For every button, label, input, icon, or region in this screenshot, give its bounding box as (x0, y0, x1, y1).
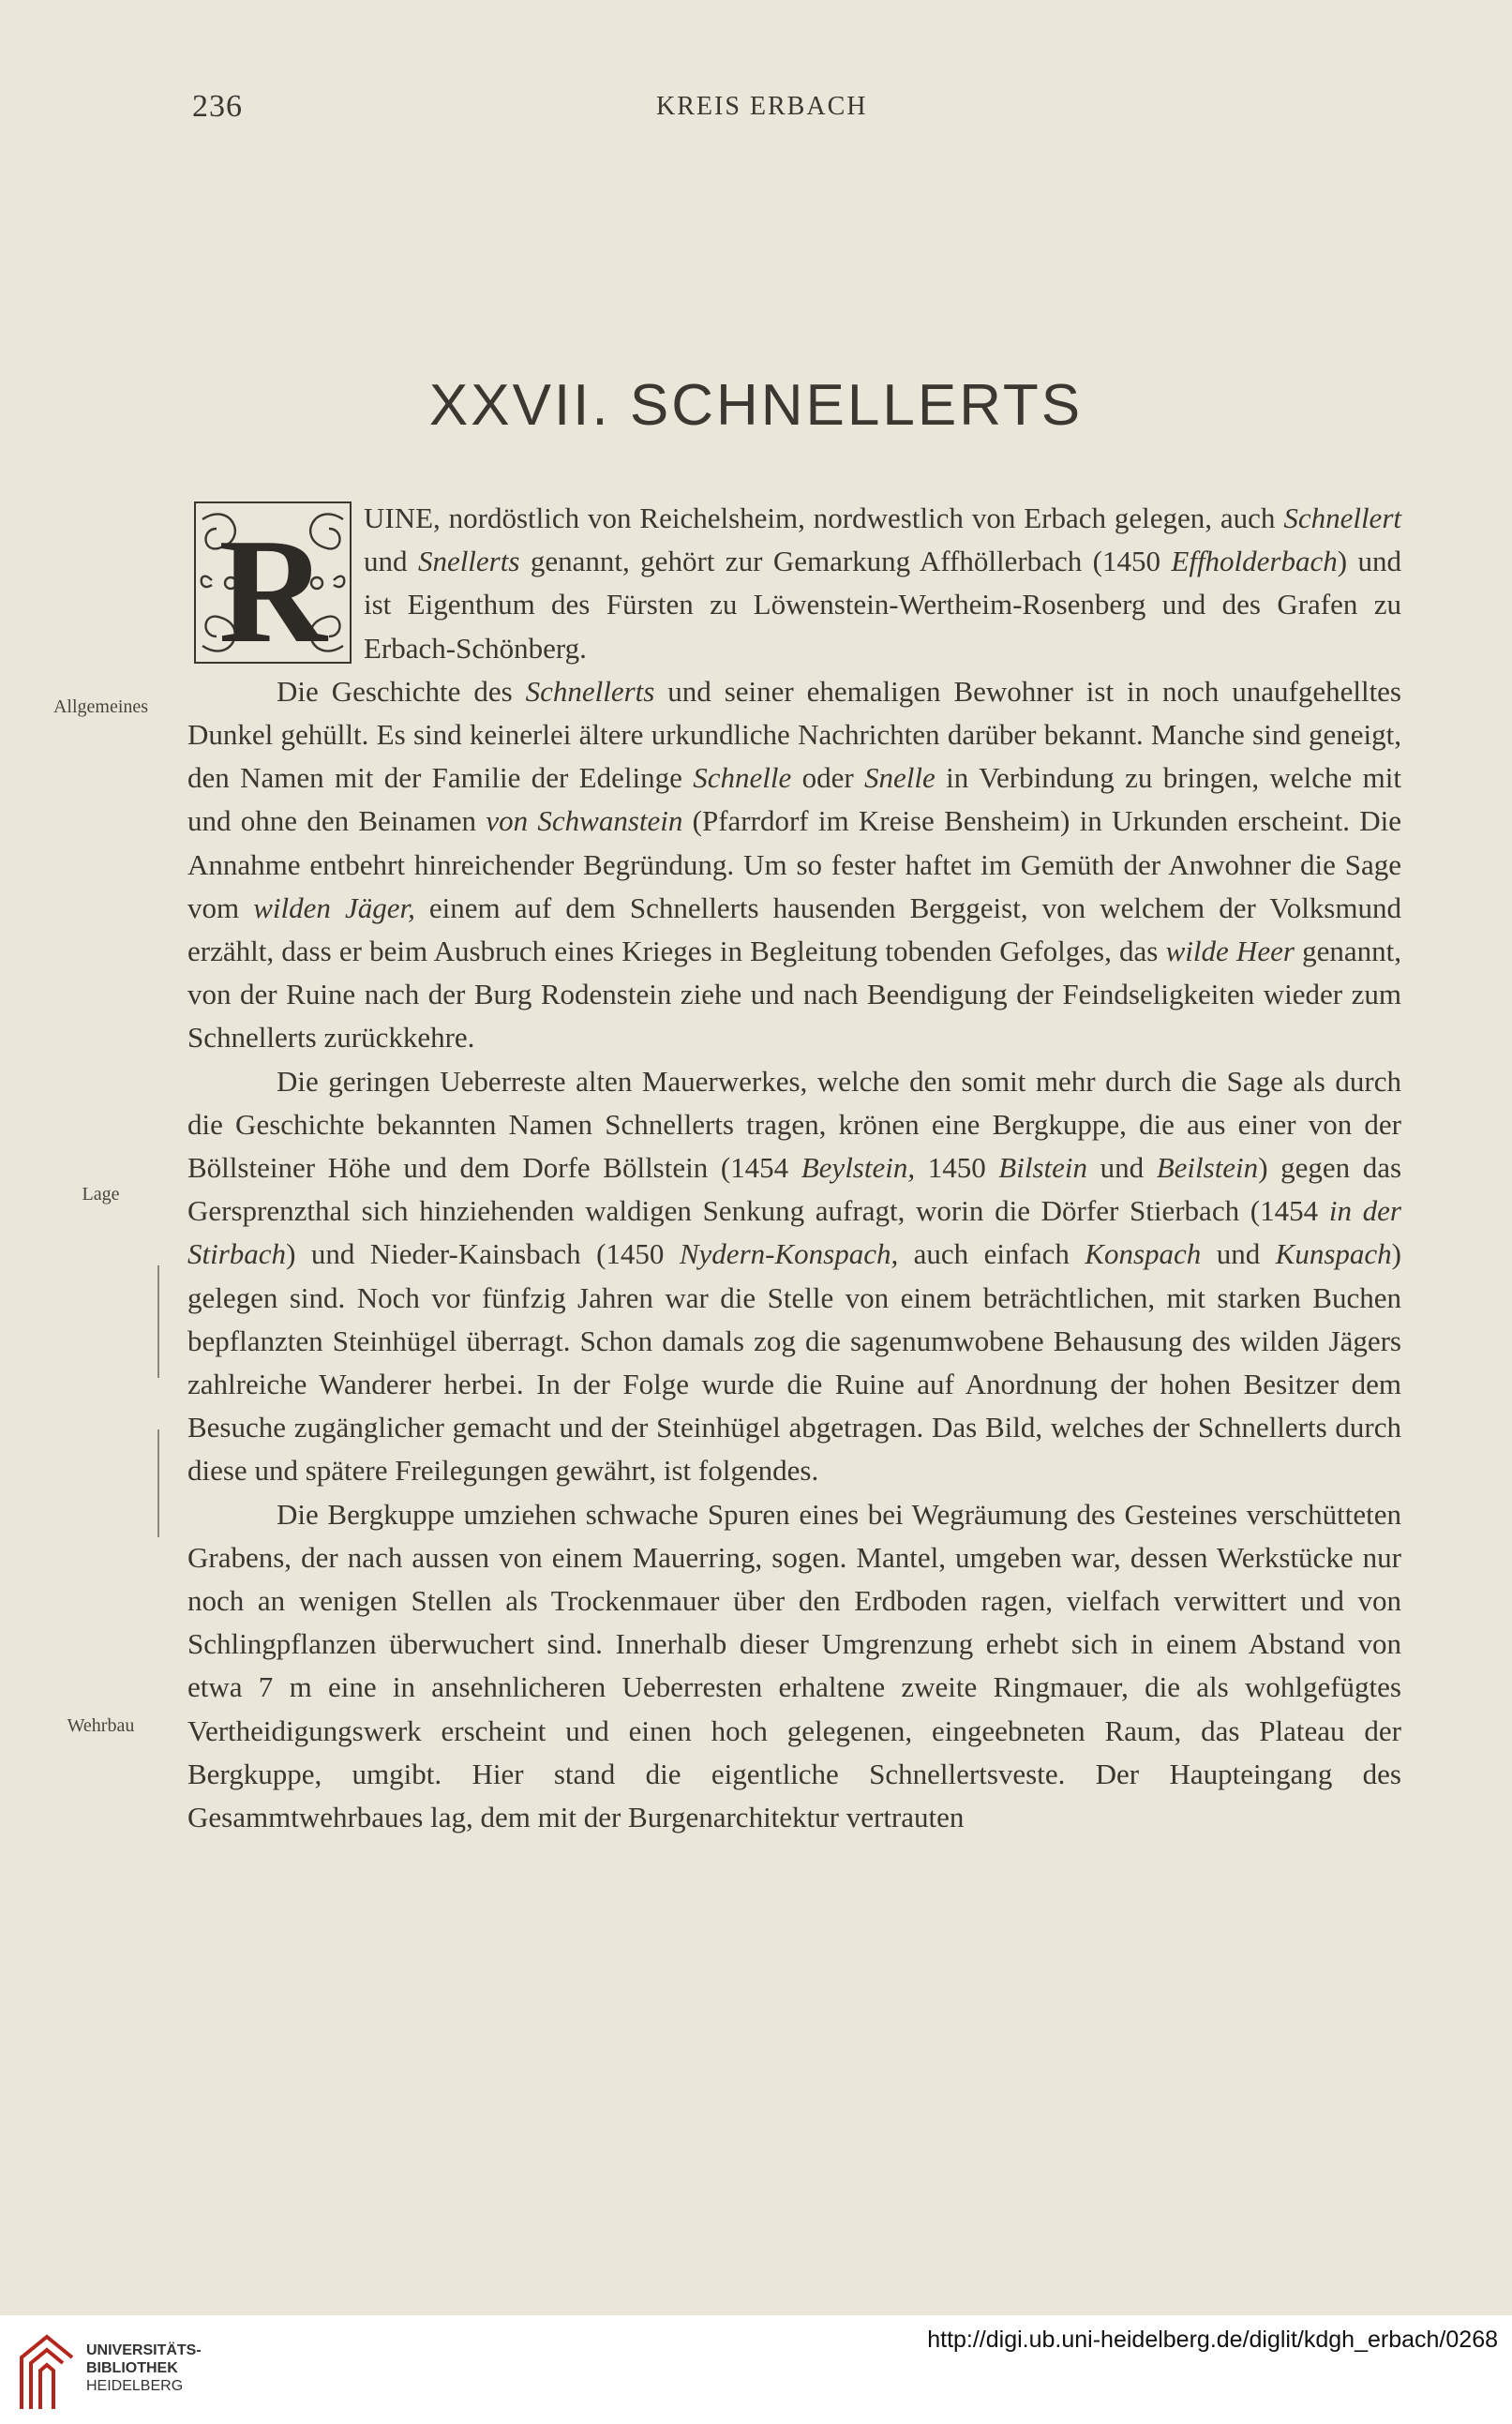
paragraph-lage: Die geringen Ueberreste alten Mauerwerkes, welche den somit mehr durch die Sage als durch die Geschichte bekannten Namen Schnellerts tragen, krönen eine Bergkuppe, die aus einer von der Böllsteiner Höhe und dem Dorfe Böllstein (1454 Beylstein, 1450 Bilstein und Beilstein) gegen das Gersprenzthal sich hinziehenden waldigen Senkung aufragt, worin die Dörfer Stierbach (1454 in der Stirbach) und Nieder-Kainsbach (1450 Nydern-Konspach, auch einfach Konspach und Kunspach) gelegen sind. Noch vor fünfzig Jahren war die Stelle von einem beträchtlichen, mit starken Buchen bepflanzten Steinhügel überragt. Schon damals zog die sagenumwobene Behausung des wilden Jägers zahlreiche Wanderer herbei. In der Folge wurde die Ruine auf Anordnung der hohen Besitzer dem Besuche zugänglicher gemacht und der Steinhügel abgetragen. Das Bild, welches der Schnellerts durch diese und spätere Freilegungen gewährt, ist folgendes. (187, 1064, 1402, 1488)
paragraph-allgemeines: Die Geschichte des Schnellerts und seiner ehemaligen Bewohner ist in noch unaufgehelltes Dunkel gehüllt. Es sind keinerlei ältere urkundliche Nachrichten darüber bekannt. Manche sind geneigt, den Namen mit der Familie der Edelinge Schnelle oder Snelle in Verbindung zu bringen, welche mit und ohne den Beinamen von Schwanstein (Pfarrdorf im Kreise Bensheim) in Urkunden erscheint. Die Annahme entbehrt hinreichender Begründung. Um so fester haftet im Gemüth der Anwohner die Sage vom wilden Jäger, einem auf dem Schnellerts hausenden Berggeist, von welchem der Volksmund erzählt, dass er beim Ausbruch eines Krieges in Begleitung tobenden Gefolges, das wilde Heer genannt, von der Ruine nach der Burg Rodenstein ziehe und nach Beendigung der Feindseligkeiten wieder zum Schnellerts zurückkehre. (187, 674, 1401, 1055)
ornamental-dropcap-icon (193, 501, 352, 665)
paragraph-intro: R UINE, nordöstlich von Reichelsheim, nordwestlich von Erbach gelegen, auch Schnellert und Snellerts genannt, gehört zur Gemarkung Affhöllerbach (1450 Effholderbach) und ist Eigenthum des Fürsten zu Löwenstein-Wertheim-Rosenberg und des Grafen zu Erbach-Schönberg. (187, 497, 1401, 670)
library-name: UNIVERSITÄTS- BIBLIOTHEK HEIDELBERG (86, 2342, 202, 2394)
page-number: 236 (192, 89, 243, 124)
body-text (187, 497, 1401, 1839)
paragraph-wehrbau: Die Bergkuppe umziehen schwache Spuren eines bei Wegräumung des Gesteines verschütteten Grabens, der nach aussen von einem Mauerring, sogen. Mantel, umgeben war, dessen Werkstücke nur noch an wenigen Stellen als Trockenmauer über den Erdboden ragen, vielfach verwittert und von Schlingpflanzen überwuchert sind. Innerhalb dieser Umgrenzung erhebt sich in einem Abstand von etwa 7 m eine in ansehnlicheren Ueberresten erhaltene zweite Ringmauer, die als wohlgefügtes Vertheidigungswerk erscheint und einen hoch gelegenen, eingeebneten Raum, das Plateau der Bergkuppe, umgibt. Hier stand die eigentliche Schnellertsveste. Der Haupteingang des Gesammtwehrbaues lag, dem mit der Burgenarchitektur vertrauten (187, 1497, 1401, 1834)
svg-text:R: R (218, 507, 327, 665)
running-title: KREIS ERBACH (656, 92, 868, 121)
source-url-link[interactable]: http://digi.ub.uni-heidelberg.de/diglit/kdgh_erbach/0268 (927, 2327, 1498, 2353)
library-logo-icon (14, 2329, 80, 2414)
margin-note-allgemeines: Allgemeines (52, 696, 149, 717)
margin-note-lage: Lage (82, 1184, 120, 1205)
margin-note-wehrbau: Wehrbau (67, 1715, 135, 1736)
margin-mark (157, 1429, 159, 1537)
chapter-title: XXVII. SCHNELLERTS (428, 372, 1084, 438)
margin-mark (157, 1265, 159, 1378)
